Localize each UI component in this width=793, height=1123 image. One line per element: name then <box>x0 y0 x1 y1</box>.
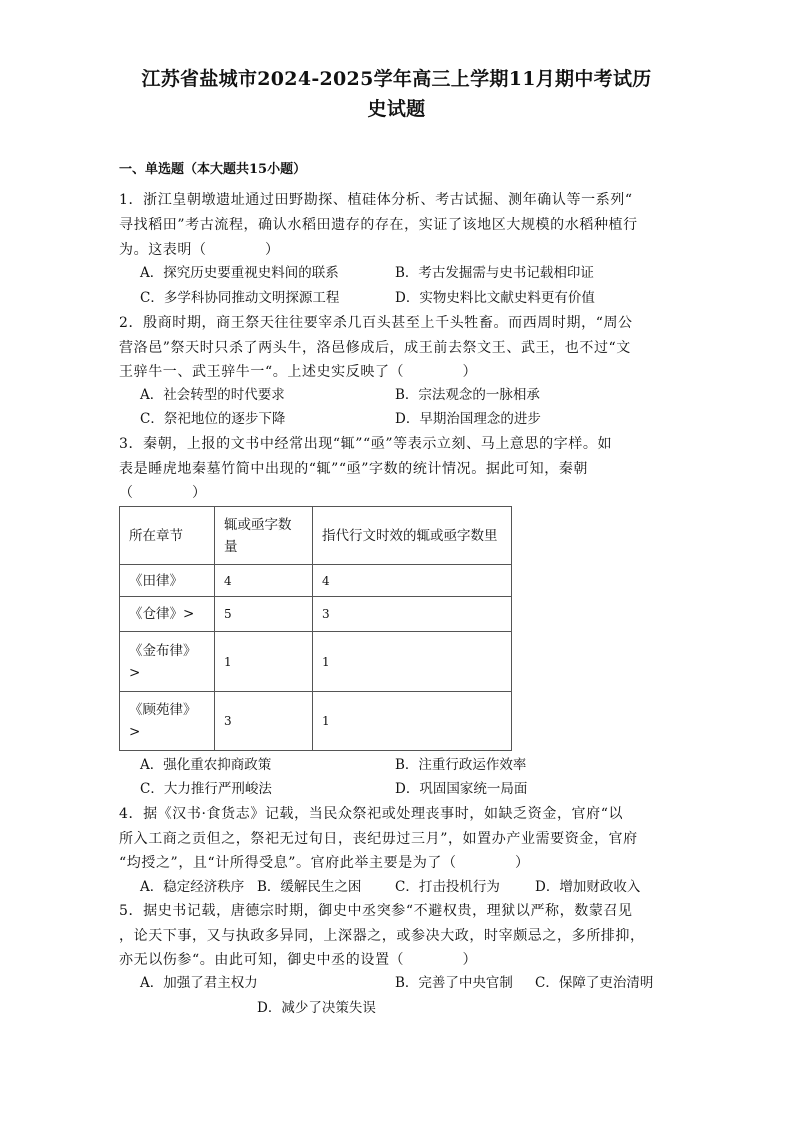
table-row <box>120 565 512 597</box>
q2-option-b[interactable]: B．宗法观念的一脉相承 <box>395 387 540 403</box>
q2-option-a[interactable]: A．社会转型的时代要求 <box>140 387 285 403</box>
q5-option-d[interactable]: D．减少了决策失误 <box>257 1000 376 1016</box>
table-cell: 3 <box>313 597 512 632</box>
q4-line-2: 所入工商之贡但之，祭祀无过旬日，丧纪毋过三月”，如置办产业需要资金，官府 <box>119 831 638 847</box>
table-header-row <box>120 507 512 565</box>
q2-option-d[interactable]: D．早期治国理念的进步 <box>395 411 541 427</box>
q1-option-d[interactable]: D．实物史料比文献史料更有价值 <box>395 290 595 306</box>
q3-line-1: 3．秦朝，上报的文书中经常出现“辄”“亟”等表示立刻、马上意思的字样。如 <box>119 436 613 452</box>
q1-line-1: 1．浙江皇朝墩遗址通过田野勘探、植硅体分析、考古试掘、测年确认等一系列“ <box>119 192 633 208</box>
q5-option-c[interactable]: C．保障了吏治清明 <box>535 975 654 991</box>
table-cell: 1 <box>313 692 512 751</box>
q3-option-c[interactable]: C．大力推行严刑峻法 <box>140 781 272 797</box>
table-cell: 《金布律》> <box>120 632 215 692</box>
table-cell: 《顾苑律》> <box>120 692 215 751</box>
section-heading: 一、单选题（本大题共15小题） <box>119 162 307 177</box>
table-cell: 1 <box>313 632 512 692</box>
q4-line-3: “均授之”，且“计所得受息”。官府此举主要是为了（ ） <box>119 855 530 871</box>
title-line-2: 史试题 <box>367 98 426 120</box>
table-cell: 5 <box>215 597 313 632</box>
q4-option-a[interactable]: A．稳定经济秩序 <box>140 879 245 895</box>
q2-line-1: 2．殷商时期，商王祭天往往要宰杀几百头甚至上千头牲畜。而西周时期，“周公 <box>119 315 633 331</box>
q4-option-b[interactable]: B．缓解民生之困 <box>257 879 362 895</box>
title-line-1: 江苏省盐城市2024-2025学年高三上学期11月期中考试历 <box>141 68 652 90</box>
q5-line-3: 亦无以伤参“。由此可知，御史中丞的设置（ ） <box>119 952 478 968</box>
document-title <box>110 64 683 124</box>
table-row <box>120 632 512 692</box>
q1-option-c[interactable]: C．多学科协同推动文明探源工程 <box>140 290 340 306</box>
table-row <box>120 692 512 751</box>
table-header-cell: 指代行文时效的辄或亟字数里 <box>313 507 512 565</box>
statistics-table <box>119 506 512 751</box>
table-row <box>120 597 512 632</box>
q4-option-d[interactable]: D．增加财政收入 <box>535 879 641 895</box>
q3-option-a[interactable]: A．强化重农抑商政策 <box>140 757 272 773</box>
table-header-cell: 辄或亟字数量 <box>215 507 313 565</box>
table-cell: 1 <box>215 632 313 692</box>
q4-option-c[interactable]: C．打击投机行为 <box>395 879 500 895</box>
q4-line-1: 4．据《汉书·食货志》记载，当民众祭祀或处理丧事时，如缺乏资金，官府“以 <box>119 806 624 822</box>
q2-line-3: 王骍牛一、武王骍牛一“。上述史实反映了（ ） <box>119 364 478 380</box>
q3-line-2: 表是睡虎地秦墓竹简中出现的“辄”“亟”字数的统计情况。据此可知，秦朝 <box>119 461 589 477</box>
table-cell: 4 <box>215 565 313 597</box>
table-cell: 3 <box>215 692 313 751</box>
q3-option-b[interactable]: B．注重行政运作效率 <box>395 757 527 773</box>
q3-line-3: （ ） <box>119 485 207 501</box>
q1-line-2: 寻找稻田”考古流程，确认水稻田遗存的存在，实证了该地区大规模的水稻种植行 <box>119 217 638 233</box>
q5-option-a[interactable]: A．加强了君主权力 <box>140 975 258 991</box>
q1-option-b[interactable]: B．考古发掘需与史书记载相印证 <box>395 265 594 281</box>
q3-option-d[interactable]: D．巩固国家统一局面 <box>395 781 528 797</box>
table-cell: 《仓律》> <box>120 597 215 632</box>
table-cell: 4 <box>313 565 512 597</box>
q2-option-c[interactable]: C．祭祀地位的逐步下降 <box>140 411 286 427</box>
q2-line-2: 营洛邑”祭天时只杀了两头牛，洛邑修成后，成王前去祭文王、武王，也不过“文 <box>119 340 631 356</box>
q1-line-3: 为。这表明（ ） <box>119 242 280 258</box>
table-header-cell: 所在章节 <box>120 507 215 565</box>
q5-line-1: 5．据史书记载，唐德宗时期，御史中丞突参“不避权贵，理狱以严称，数蒙召见 <box>119 903 633 919</box>
q1-option-a[interactable]: A．探究历史要重视史料间的联系 <box>140 265 339 281</box>
q5-option-b[interactable]: B．完善了中央官制 <box>395 975 513 991</box>
table-cell: 《田律》 <box>120 565 215 597</box>
q5-line-2: ，论天下事，又与执政多异同，上深器之，或参决大政，时宰颇忌之，多所排抑， <box>119 928 645 944</box>
